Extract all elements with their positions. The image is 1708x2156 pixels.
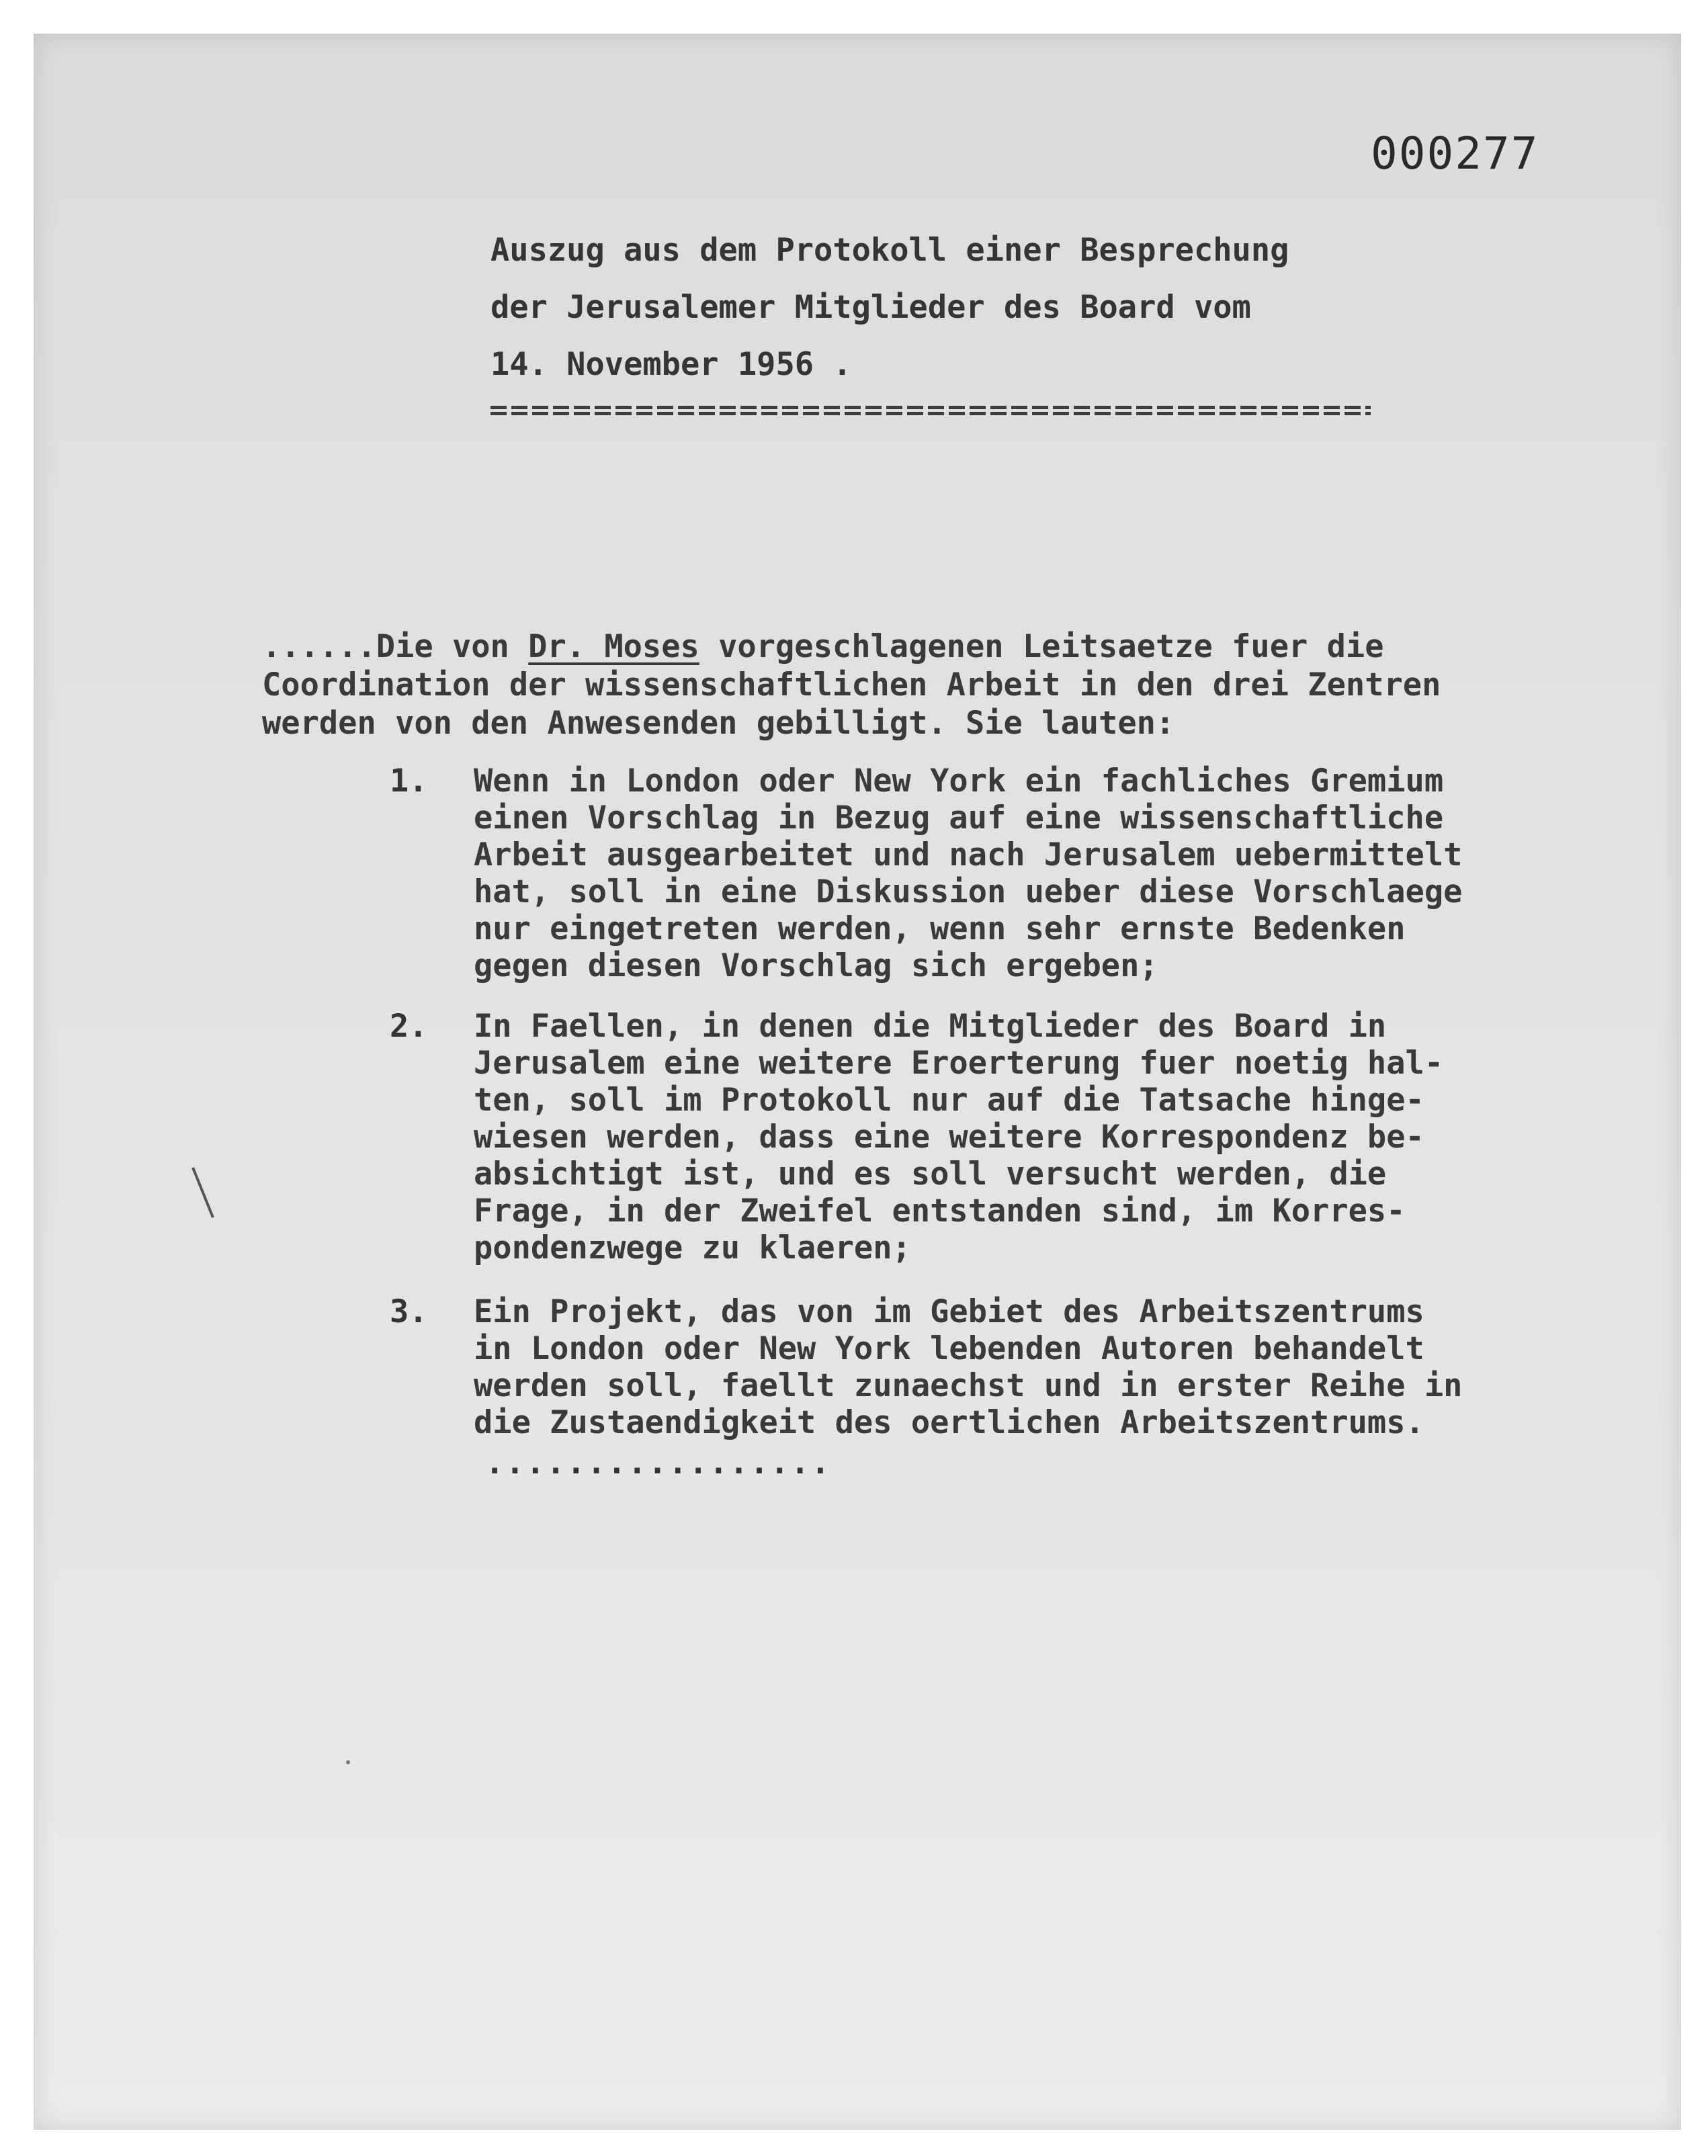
item-3-line-2: in London oder New York lebenden Autoren behandelt [474, 1330, 1424, 1367]
intro-prefix: ......Die von [262, 628, 529, 665]
item-1-line-6: gegen diesen Vorschlag sich ergeben; [474, 947, 1158, 984]
intro-line-2: Coordination der wissenschaftlichen Arbeit in den drei Zentren [262, 666, 1441, 703]
paper-speck [346, 1760, 350, 1764]
margin-pencil-mark [191, 1167, 214, 1218]
item-3-line-3: werden soll, faellt zunaechst und in erster Reihe in [474, 1367, 1463, 1404]
intro-line-1 [262, 628, 1384, 665]
item-1-line-4: hat, soll in eine Diskussion ueber diese Vorschlaege [474, 873, 1463, 910]
title-line-3: 14. November 1956 . [490, 346, 852, 383]
item-2-line-4: wiesen werden, dass eine weitere Korrespondenz be- [474, 1119, 1424, 1156]
item-1-line-5: nur eingetreten werden, wenn sehr ernste Bedenken [474, 910, 1406, 947]
item-1-number: 1. [390, 763, 428, 800]
intro-name-underlined: Dr. Moses [528, 628, 699, 665]
item-3-line-1: Ein Projekt, das von im Gebiet des Arbeitszentrums [474, 1293, 1424, 1330]
item-2-line-6: Frage, in der Zweifel entstanden sind, im Korres- [474, 1193, 1406, 1230]
item-2-line-3: ten, soll im Protokoll nur auf die Tatsache hinge- [474, 1082, 1424, 1119]
title-line-1: Auszug aus dem Protokoll einer Besprechung [490, 232, 1289, 269]
document-page [34, 34, 1681, 2130]
title-line-2: der Jerusalemer Mitglieder des Board vom [490, 289, 1251, 326]
item-1-line-3: Arbeit ausgearbeitet und nach Jerusalem uebermittelt [474, 836, 1463, 873]
item-2-line-7: pondenzwege zu klaeren; [474, 1230, 911, 1266]
item-3-line-4: die Zustaendigkeit des oertlichen Arbeitszentrums. [474, 1404, 1424, 1441]
item-3-number: 3. [390, 1293, 428, 1330]
item-2-line-2: Jerusalem eine weitere Eroerterung fuer noetig hal- [474, 1045, 1444, 1082]
document-number: 000277 [1371, 128, 1539, 179]
intro-line-3: werden von den Anwesenden gebilligt. Sie lauten: [262, 705, 1175, 742]
item-2-number: 2. [390, 1008, 428, 1045]
closing-ellipsis: ................. [485, 1444, 832, 1481]
item-2-line-1: In Faellen, in denen die Mitglieder des Board in [474, 1008, 1387, 1045]
item-1-line-1: Wenn in London oder New York ein fachliches Gremium [474, 763, 1444, 800]
item-1-line-2: einen Vorschlag in Bezug auf eine wissenschaftliche [474, 800, 1444, 836]
item-2-line-5: absichtigt ist, und es soll versucht werden, die [474, 1156, 1387, 1193]
intro-suffix: vorgeschlagenen Leitsaetze fuer die [699, 628, 1384, 665]
title-double-rule [490, 400, 1371, 421]
